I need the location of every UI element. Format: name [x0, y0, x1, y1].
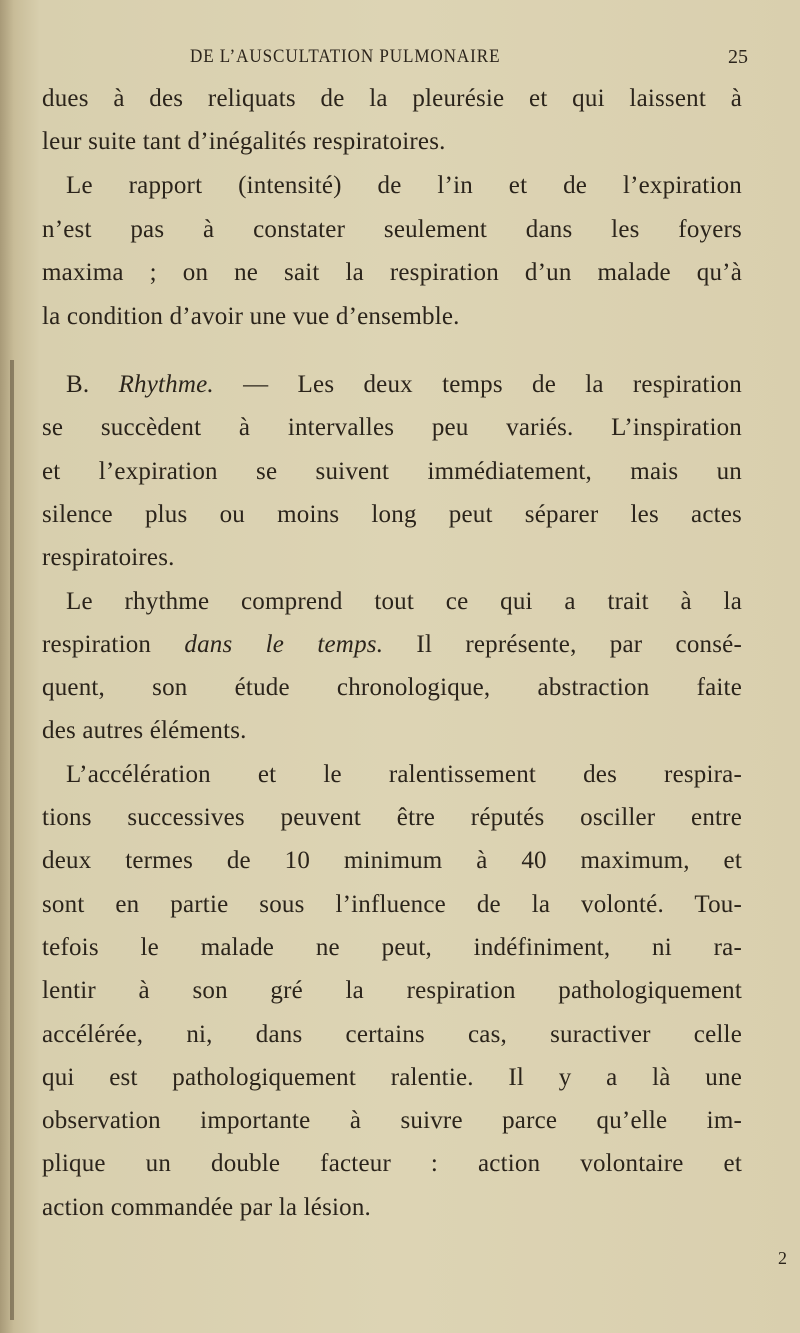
text-line: respiratoires.	[42, 544, 175, 572]
text-line: plique un double facteur : action volontaire et	[42, 1150, 742, 1178]
text-line: se succèdent à intervalles peu variés. L’inspiration	[42, 414, 742, 442]
page-binding-edge	[10, 360, 14, 1320]
section-text: — Les deux temps de la respiration	[243, 371, 743, 398]
text-line: lentir à son gré la respiration pathologiquement	[42, 977, 742, 1005]
text-line: tions successives peuvent être réputés osciller entre	[42, 804, 742, 831]
text-line: n’est pas à constater seulement dans les foyers	[42, 216, 742, 243]
text-line: quent, son étude chronologique, abstraction faite	[42, 674, 742, 702]
signature-mark: 2	[778, 1248, 787, 1268]
text-segment: respiration	[42, 630, 152, 658]
text-line	[66, 370, 742, 400]
text-line: tefois le malade ne peut, indéfiniment, ni ra-	[42, 933, 742, 961]
text-line: Le rhythme comprend tout ce qui a trait à la	[66, 587, 742, 615]
text-line: observation importante à suivre parce qu’elle im-	[42, 1107, 742, 1135]
running-title: DE L’AUSCULTATION PULMONAIRE	[190, 46, 501, 67]
text-line: sont en partie sous l’influence de la volonté. Tou-	[42, 890, 742, 918]
text-line: action commandée par la lésion.	[42, 1193, 371, 1221]
text-line: des autres éléments.	[42, 717, 247, 745]
text-line: leur suite tant d’inégalités respiratoires.	[42, 128, 446, 155]
text-line: L’accélération et le ralentissement des respira-	[66, 760, 742, 788]
text-line: et l’expiration se suivent immédiatement, mais un	[42, 457, 742, 485]
text-line: silence plus ou moins long peut séparer les actes	[42, 500, 742, 528]
text-line: qui est pathologiquement ralentie. Il y a là une	[42, 1063, 742, 1091]
section-title: Rhythme.	[118, 371, 214, 398]
text-segment: Il représente, par consé-	[416, 630, 743, 658]
text-line: dues à des reliquats de la pleurésie et qui laissent à	[42, 85, 742, 112]
text-line	[42, 630, 742, 660]
text-line: maxima ; on ne sait la respiration d’un malade qu’à	[42, 259, 742, 286]
text-line: la condition d’avoir une vue d’ensemble.	[42, 303, 460, 330]
text-line: Le rapport (intensité) de l’in et de l’expiration	[66, 172, 742, 199]
italic-phrase: dans le temps.	[184, 630, 384, 658]
text-line: deux termes de 10 minimum à 40 maximum, et	[42, 847, 742, 875]
section-label: B.	[66, 371, 90, 398]
text-line: accélérée, ni, dans certains cas, suractiver celle	[42, 1020, 742, 1048]
page-number: 25	[728, 46, 748, 68]
